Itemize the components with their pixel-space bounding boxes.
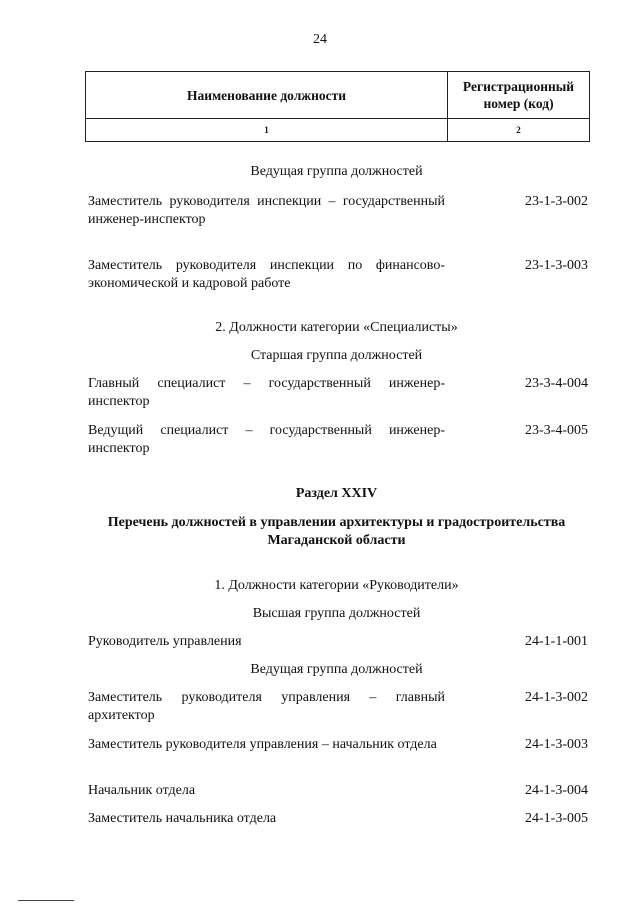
position-name: Руководитель управления bbox=[88, 634, 242, 649]
position-code: 24-1-1-001 bbox=[525, 634, 588, 649]
position-entry bbox=[88, 257, 588, 293]
position-name: Заместитель руководителя инспекции по финансово-экономической и кадровой работе bbox=[88, 258, 445, 291]
position-code: 24-1-3-004 bbox=[525, 783, 588, 798]
position-entry bbox=[88, 422, 588, 458]
position-code: 23-3-4-004 bbox=[525, 376, 588, 391]
position-name: Заместитель руководителя инспекции – государственный инженер-инспектор bbox=[88, 194, 445, 227]
position-name: Ведущий специалист – государственный инженер-инспектор bbox=[88, 423, 445, 456]
header-cell-position-name: Наименование должности bbox=[86, 72, 448, 118]
header-row-numbers bbox=[86, 118, 589, 141]
category-heading: 1. Должности категории «Руководители» bbox=[214, 578, 459, 593]
group-heading: Ведущая группа должностей bbox=[250, 164, 423, 179]
footer-rule bbox=[18, 900, 74, 901]
category-heading: 2. Должности категории «Специалисты» bbox=[215, 320, 458, 335]
group-heading: Высшая группа должностей bbox=[252, 606, 421, 621]
header-table bbox=[85, 71, 590, 142]
section-heading: Раздел XXIV bbox=[295, 486, 378, 501]
header-cell-registration-code: Регистрационный номер (код) bbox=[462, 79, 575, 111]
position-code: 24-1-3-002 bbox=[525, 690, 588, 705]
position-entry bbox=[88, 736, 588, 754]
position-name: Главный специалист – государственный инженер-инспектор bbox=[88, 376, 445, 409]
position-name: Заместитель начальника отдела bbox=[88, 811, 277, 826]
position-name: Заместитель руководителя управления – главный архитектор bbox=[88, 690, 445, 723]
section-title: Перечень должностей в управлении архитектуры и градостроительства Магаданской области bbox=[107, 515, 566, 548]
header-row-titles bbox=[86, 72, 589, 118]
position-entry bbox=[88, 689, 588, 725]
position-entry bbox=[88, 810, 588, 828]
position-entry bbox=[88, 633, 588, 651]
position-code: 23-1-3-002 bbox=[525, 194, 588, 209]
position-entry bbox=[88, 193, 588, 229]
position-code: 24-1-3-005 bbox=[525, 811, 588, 826]
position-entry bbox=[88, 375, 588, 411]
position-code: 23-3-4-005 bbox=[525, 423, 588, 438]
position-code: 23-1-3-003 bbox=[525, 258, 588, 273]
position-code: 24-1-3-003 bbox=[525, 737, 588, 752]
header-cell-number-1: 1 bbox=[86, 119, 448, 141]
header-cell-number-2: 2 bbox=[516, 125, 521, 135]
position-entry bbox=[88, 782, 588, 800]
group-heading: Старшая группа должностей bbox=[250, 348, 423, 363]
page-number: 24 bbox=[313, 32, 327, 47]
group-heading: Ведущая группа должностей bbox=[250, 662, 423, 677]
position-name: Заместитель руководителя управления – начальник отдела bbox=[88, 737, 437, 752]
position-name: Начальник отдела bbox=[88, 783, 196, 798]
